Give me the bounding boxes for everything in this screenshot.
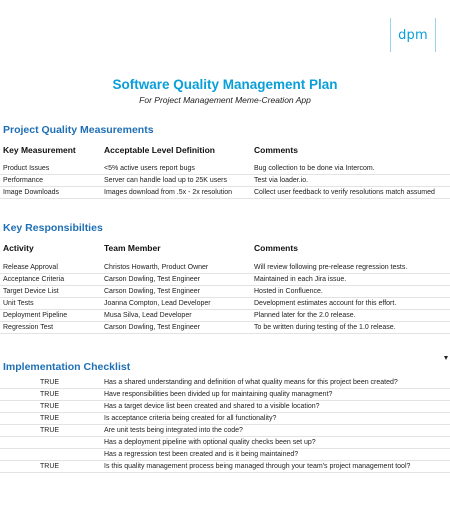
comment-cell[interactable]: Hosted in Confluence. bbox=[254, 288, 323, 295]
checklist-question-cell[interactable]: Has a shared understanding and definition of what quality means for this project been created? bbox=[104, 379, 398, 386]
team-member-cell[interactable]: Christos Howarth, Product Owner bbox=[104, 264, 209, 271]
checklist-status-cell[interactable]: TRUE bbox=[40, 463, 60, 470]
checklist-row[interactable] bbox=[0, 437, 450, 449]
checklist-row[interactable] bbox=[0, 377, 450, 389]
logo-text: dpm bbox=[398, 27, 428, 43]
activity-cell[interactable]: Release Approval bbox=[3, 264, 58, 271]
checklist-status-cell[interactable]: TRUE bbox=[40, 415, 60, 422]
team-member-cell[interactable]: Carson Dowling, Test Engineer bbox=[104, 324, 200, 331]
implementation-checklist-table bbox=[0, 377, 450, 473]
column-header-comments: Comments bbox=[254, 145, 298, 155]
comment-cell[interactable]: Maintained in each Jira issue. bbox=[254, 276, 347, 283]
checklist-row[interactable] bbox=[0, 389, 450, 401]
checklist-status-cell[interactable]: TRUE bbox=[40, 391, 60, 398]
column-header-activity: Activity bbox=[3, 243, 34, 253]
team-member-cell[interactable]: Carson Dowling, Test Engineer bbox=[104, 276, 200, 283]
table-row[interactable] bbox=[0, 286, 450, 298]
table-row[interactable] bbox=[0, 163, 450, 175]
activity-cell[interactable]: Regression Test bbox=[3, 324, 54, 331]
checklist-question-cell[interactable]: Are unit tests being integrated into the code? bbox=[104, 427, 243, 434]
checklist-row[interactable] bbox=[0, 425, 450, 437]
table-row[interactable] bbox=[0, 187, 450, 199]
checklist-status-cell[interactable]: TRUE bbox=[40, 403, 60, 410]
activity-cell[interactable]: Unit Tests bbox=[3, 300, 34, 307]
definition-cell[interactable]: <5% active users report bugs bbox=[104, 165, 195, 172]
checklist-status-cell[interactable]: TRUE bbox=[40, 379, 60, 386]
activity-cell[interactable]: Deployment Pipeline bbox=[3, 312, 68, 319]
checklist-question-cell[interactable]: Have responsibilities been divided up for maintaining quality managment? bbox=[104, 391, 333, 398]
measurement-cell[interactable]: Image Downloads bbox=[3, 189, 60, 196]
checklist-question-cell[interactable]: Is acceptance criteria being created for all functionality? bbox=[104, 415, 277, 422]
column-header-acceptable-level: Acceptable Level Definition bbox=[104, 145, 215, 155]
comment-cell[interactable]: Will review following pre-release regression tests. bbox=[254, 264, 408, 271]
comment-cell[interactable]: Planned later for the 2.0 release. bbox=[254, 312, 356, 319]
measurement-cell[interactable]: Performance bbox=[3, 177, 44, 184]
checklist-status-cell[interactable]: TRUE bbox=[40, 427, 60, 434]
table-row[interactable] bbox=[0, 175, 450, 187]
section-title-key-responsibilities: Key Responsibilties bbox=[3, 222, 103, 234]
section-title-implementation-checklist: Implementation Checklist bbox=[3, 361, 131, 373]
checklist-question-cell[interactable]: Has a regression test been created and is it being maintained? bbox=[104, 451, 299, 458]
team-member-cell[interactable]: Musa Silva, Lead Developer bbox=[104, 312, 192, 319]
column-header-comments: Comments bbox=[254, 243, 298, 253]
responsibilities-table bbox=[0, 262, 450, 334]
quality-measurements-table bbox=[0, 163, 450, 199]
checklist-row[interactable] bbox=[0, 449, 450, 461]
comment-cell[interactable]: Test via loader.io. bbox=[254, 177, 309, 184]
document-subtitle: For Project Management Meme-Creation App bbox=[139, 95, 311, 105]
comment-cell[interactable]: Collect user feedback to verify resolutions match assumed bbox=[254, 189, 435, 196]
dpm-logo bbox=[390, 18, 436, 52]
table-row[interactable] bbox=[0, 262, 450, 274]
checklist-question-cell[interactable]: Has a deployment pipeline with optional quality checks been set up? bbox=[104, 439, 316, 446]
checklist-row[interactable] bbox=[0, 413, 450, 425]
table-row[interactable] bbox=[0, 298, 450, 310]
table-row[interactable] bbox=[0, 310, 450, 322]
team-member-cell[interactable]: Joanna Compton, Lead Developer bbox=[104, 300, 211, 307]
column-header-key-measurement: Key Measurement bbox=[3, 145, 76, 155]
checklist-row[interactable] bbox=[0, 401, 450, 413]
checklist-row[interactable] bbox=[0, 461, 450, 473]
checklist-question-cell[interactable]: Is this quality management process being managed through your team's project management tool? bbox=[104, 463, 411, 470]
activity-cell[interactable]: Target Device List bbox=[3, 288, 59, 295]
document-title: Software Quality Management Plan bbox=[112, 77, 338, 92]
table-row[interactable] bbox=[0, 322, 450, 334]
section-title-quality-measurements: Project Quality Measurements bbox=[3, 124, 154, 136]
comment-cell[interactable]: Bug collection to be done via Intercom. bbox=[254, 165, 375, 172]
team-member-cell[interactable]: Carson Dowling, Test Engineer bbox=[104, 288, 200, 295]
comment-cell[interactable]: To be written during testing of the 1.0 release. bbox=[254, 324, 396, 331]
checklist-question-cell[interactable]: Has a target device list been created and shared to a visible location? bbox=[104, 403, 320, 410]
table-row[interactable] bbox=[0, 274, 450, 286]
column-header-team-member: Team Member bbox=[104, 243, 161, 253]
activity-cell[interactable]: Acceptance Criteria bbox=[3, 276, 65, 283]
caret-down-icon bbox=[444, 356, 448, 360]
definition-cell[interactable]: Server can handle load up to 25K users bbox=[104, 177, 227, 184]
measurement-cell[interactable]: Product Issues bbox=[3, 165, 50, 172]
definition-cell[interactable]: Images download from .5x - 2x resolution bbox=[104, 189, 233, 196]
comment-cell[interactable]: Development estimates account for this effort. bbox=[254, 300, 397, 307]
